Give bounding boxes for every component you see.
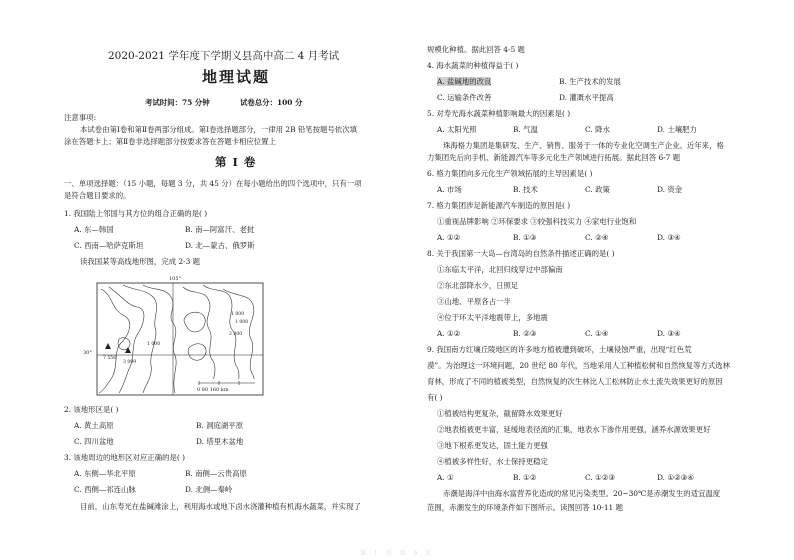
q6-option-c: C. 政策 (585, 185, 610, 194)
map-label-1: 1 000 (231, 312, 245, 317)
map-label-4: 7 556 (103, 356, 117, 361)
q4-option-d: D. 灌溉水平提高 (559, 93, 614, 102)
q6-option-b: B. 技术 (513, 185, 538, 194)
exam-title: 2020-2021 学年度下学期义县高中高二 4 月考试 (108, 50, 340, 62)
q6-option-d: D. 资金 (657, 185, 683, 194)
q7-statements: ①重视品牌影响 ②环保要求 ③较强科技实力 ④家电行业饱和 (437, 217, 637, 226)
q3-option-a: A. 东侧—华北平原 (74, 469, 136, 478)
q9-option-b: B. ①② (513, 473, 537, 482)
question-1: 1. 我国陆上邻国与其方位的组合正确的是( ) (64, 209, 208, 218)
q4-option-c: C. 运输条件改善 (437, 93, 492, 102)
passage-1: 目前，山东寿光在盐碱滩涂上，利用海水或地下卤水浇灌种植有机海水蔬菜，并实现了 (80, 502, 361, 511)
q9-option-c: C. ①②③ (585, 473, 615, 482)
section-instructions-1: 一、单项选择题：（15 小题，每题 3 分，共 45 分）在每小题给出的四个选项中，只有一项 (64, 179, 362, 188)
q8-option-d: D. ③④ (657, 329, 681, 338)
question-6: 6. 格力集团向多元化生产领域拓展的主导因素是( ) (427, 169, 593, 178)
q8-statement-1: ①东临太平洋，北回归线穿过中部偏南 (437, 265, 563, 274)
q3-option-c: C. 西侧—祁连山脉 (74, 485, 136, 494)
q5-option-a: A. 太阳光照 (437, 125, 477, 134)
page-footer: 第 1 页 共 6 页 (360, 550, 435, 557)
question-5: 5. 对寿光海水蔬菜种植影响最大的因素是( ) (427, 109, 571, 118)
q7-option-b: B. ①③ (513, 233, 537, 242)
q9-option-a: A. ① (437, 473, 454, 482)
passage-2-line-1: 珠海格力集团是集研发、生产、销售、服务于一体的专业化空调生产企业。近年来，格 (443, 141, 724, 150)
q2-option-d: D. 塔里木盆地 (196, 437, 244, 446)
q8-statement-2: ②东北部降水少，日照足 (437, 281, 519, 290)
q5-option-d: D. 土壤肥力 (657, 125, 697, 134)
map-intro: 读我国某等高线地形图，完成 2-3 题 (80, 257, 201, 266)
q3-option-b: B. 南侧—云贵高原 (185, 469, 247, 478)
map-label-5: 3 099 (123, 360, 137, 365)
exam-time: 考试时间：75 分钟 (145, 98, 210, 107)
q9-statement-1: ①植被结构更复杂，截留降水效果更好 (437, 409, 563, 418)
passage-3-line-1: 赤潮是海洋中由海水富营养化造成的常见污染类型。20~30℃是赤潮发生的适宜温度 (443, 489, 721, 498)
section-instructions-2: 是符合题目要求的。 (64, 191, 131, 200)
question-9-line-1: 9. 我国南方红壤丘陵地区的许多地方植被遭到破坏，土壤侵蚀严重，出现“红色荒 (427, 345, 692, 354)
map-lat-label: 30° (83, 350, 92, 356)
map-label-6: 1 000 (147, 342, 161, 347)
section-title: 第Ⅰ卷 (215, 155, 262, 169)
q1-option-a: A. 东—韩国 (74, 225, 114, 234)
q1-option-b: B. 南—阿富汗、老挝 (185, 225, 255, 234)
question-3: 3. 该地周边的地形区对应正确的是( ) (64, 453, 185, 462)
exam-score: 试卷总分：100 分 (240, 98, 303, 107)
contour-map (83, 275, 283, 401)
passage-1-cont: 规模化种植。据此回答 4-5 题 (427, 45, 525, 54)
q7-option-a: A. ①② (437, 233, 461, 242)
q2-option-c: C. 四川盆地 (74, 437, 114, 446)
q4-option-a: A. 盐碱地的改良 (437, 77, 492, 86)
q7-option-d: D. ③④ (657, 233, 681, 242)
q3-option-d: D. 北侧—秦岭 (185, 485, 233, 494)
q5-option-c: C. 降水 (585, 125, 610, 134)
notes-heading: 注意事项: (64, 113, 97, 122)
notes-line-2: 涂在答题卡上；第Ⅱ卷非选择题部分按要求答在答题卡相应位置上 (64, 137, 276, 146)
notes-line-1: 本试卷由第Ⅰ卷和第Ⅱ卷两部分组成。第Ⅰ卷选择题部分，一律用 2B 铅笔按题号依次填 (80, 125, 357, 134)
map-label-3: 2 000 (229, 332, 243, 337)
q7-option-c: C. ②④ (585, 233, 609, 242)
question-8: 8. 关于我国第一大岛—台湾岛的自然条件描述正确的是( ) (427, 249, 615, 258)
map-label-2: 1 000 (235, 320, 249, 325)
q9-statement-2: ②地表植被更丰富，延缓地表径流的汇集，地表水下渗作用更强，涵养水源效果更好 (437, 425, 711, 434)
q5-option-b: B. 气温 (513, 125, 538, 134)
q8-statement-3: ③山地、平原各占一半 (437, 297, 511, 306)
q9-statement-4: ④植被多样性好，水土保持更稳定 (437, 457, 548, 466)
question-4: 4. 海水蔬菜的种植得益于( ) (427, 61, 519, 70)
q8-option-c: C. ①④ (585, 329, 609, 338)
q2-option-a: A. 黄土高原 (74, 421, 114, 430)
q9-statement-3: ③地下根系更发达，固土能力更强 (437, 441, 548, 450)
q1-option-d: D. 北—蒙古、俄罗斯 (185, 241, 255, 250)
q8-statement-4: ④位于环太平洋地震带上，多地震 (437, 313, 548, 322)
question-9-line-4: 有( ) (427, 393, 443, 402)
q8-option-a: A. ①② (437, 329, 461, 338)
q9-option-d: D. ①②③④ (657, 473, 694, 482)
q6-option-a: A. 市场 (437, 185, 462, 194)
question-7: 7. 格力集团涉足新能源汽车制造的原因是( ) (427, 201, 571, 210)
map-lon-label: 105° (169, 276, 182, 282)
passage-2-line-2: 力集团先后向手机、新能源汽车等多元化生产领域进行拓展。据此回答 6-7 题 (427, 153, 681, 162)
question-9-line-2: 漠”。为治理这一环境问题，20 世纪 80 年代，当地采用人工种植松树和自然恢复等方式选林 (427, 361, 731, 370)
question-9-line-3: 育林，形成了不同的植被类型，自然恢复的次生林比人工松林防止水土流失效果更好的原因 (427, 377, 723, 386)
map-scale: 0 80 160 km (197, 387, 229, 393)
question-2: 2. 该地形区是( ) (64, 405, 119, 414)
passage-3-line-2: 范围，赤潮发生的环境条件如下图所示。读图回答 10-11 题 (427, 503, 623, 512)
q8-option-b: B. ②③ (513, 329, 537, 338)
subject-title: 地理试题 (202, 68, 271, 86)
q2-option-b: B. 洞庭湖平原 (196, 421, 244, 430)
q4-option-b: B. 生产技术的发展 (559, 77, 621, 86)
q1-option-c: C. 西南—哈萨克斯坦 (74, 241, 144, 250)
